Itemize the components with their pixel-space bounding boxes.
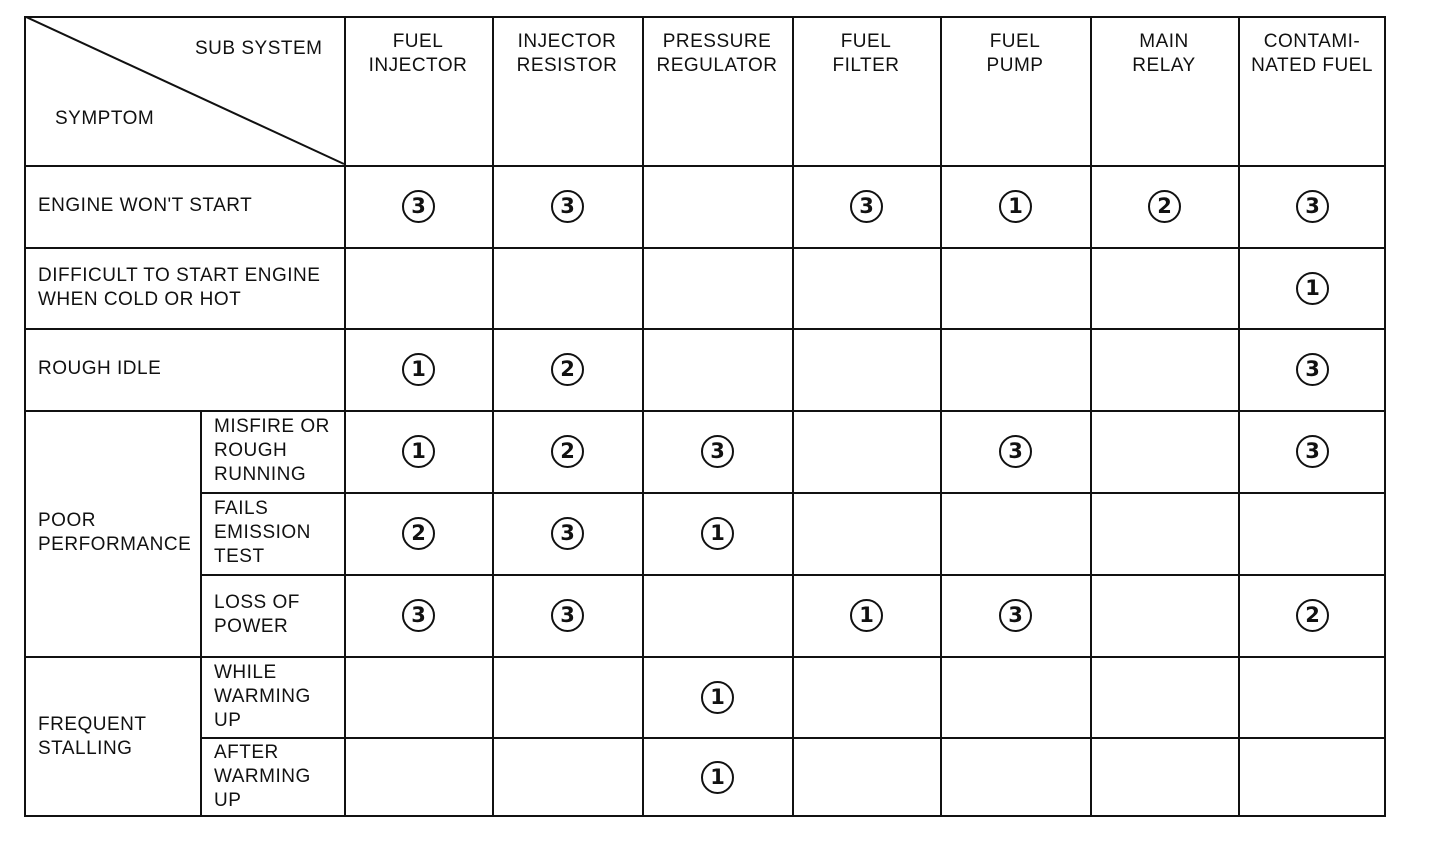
symptom-misfire-rough-running: MISFIRE OR ROUGH RUNNING [214,416,330,485]
priority-mark: 3 [1296,353,1329,386]
column-divider [792,16,794,817]
column-divider [642,16,644,817]
priority-mark: 1 [999,190,1032,223]
priority-mark: 3 [850,190,883,223]
column-header-pressure-regulator: PRESSURE REGULATOR [656,31,778,76]
priority-mark: 3 [999,435,1032,468]
column-divider [1090,16,1092,817]
group-label-poor-performance: POOR PERFORMANCE [38,510,192,555]
column-header-fuel-injector: FUEL INJECTOR [368,31,468,76]
priority-mark: 3 [1296,435,1329,468]
priority-mark: 2 [402,517,435,550]
symptom-engine-wont-start: ENGINE WON'T START [38,195,253,216]
priority-mark: 1 [1296,272,1329,305]
priority-mark: 3 [402,599,435,632]
row-divider [200,492,1386,494]
priority-mark: 2 [551,435,584,468]
priority-mark: 2 [1148,190,1181,223]
priority-mark: 2 [1296,599,1329,632]
symptom-loss-of-power: LOSS OF POWER [214,592,300,637]
group-label-frequent-stalling: FREQUENT STALLING [38,713,147,759]
symptom-while-warming-up: WHILE WARMING UP [214,661,311,731]
row-divider [200,737,1386,739]
priority-mark: 3 [402,190,435,223]
priority-mark: 3 [999,599,1032,632]
priority-mark: 3 [1296,190,1329,223]
symptom-difficult-to-start: DIFFICULT TO START ENGINE WHEN COLD OR HOT [38,264,321,310]
priority-mark: 3 [551,599,584,632]
symptom-header: SYMPTOM [55,108,155,129]
priority-mark: 3 [701,435,734,468]
priority-mark: 1 [402,353,435,386]
priority-mark: 3 [551,517,584,550]
priority-mark: 3 [551,190,584,223]
priority-mark: 1 [701,517,734,550]
column-divider [492,16,494,817]
priority-mark: 1 [402,435,435,468]
priority-mark: 1 [701,761,734,794]
symptom-rough-idle: ROUGH IDLE [38,358,162,379]
column-divider [940,16,942,817]
column-header-fuel-pump: FUEL PUMP [986,31,1044,76]
priority-mark: 1 [850,599,883,632]
priority-mark: 2 [551,353,584,386]
column-header-injector-resistor: INJECTOR RESISTOR [516,31,618,76]
priority-mark: 1 [701,681,734,714]
symptom-after-warming-up: AFTER WARMING UP [214,742,311,811]
sub-system-header: SUB SYSTEM [195,38,323,59]
column-header-fuel-filter: FUEL FILTER [832,31,900,76]
column-divider [1238,16,1240,817]
column-header-main-relay: MAIN RELAY [1132,31,1196,76]
symptom-fails-emission-test: FAILS EMISSION TEST [214,498,311,567]
column-header-contaminated-fuel: CONTAMI- NATED FUEL [1251,31,1373,76]
row-divider [200,574,1386,576]
column-divider [344,16,346,817]
